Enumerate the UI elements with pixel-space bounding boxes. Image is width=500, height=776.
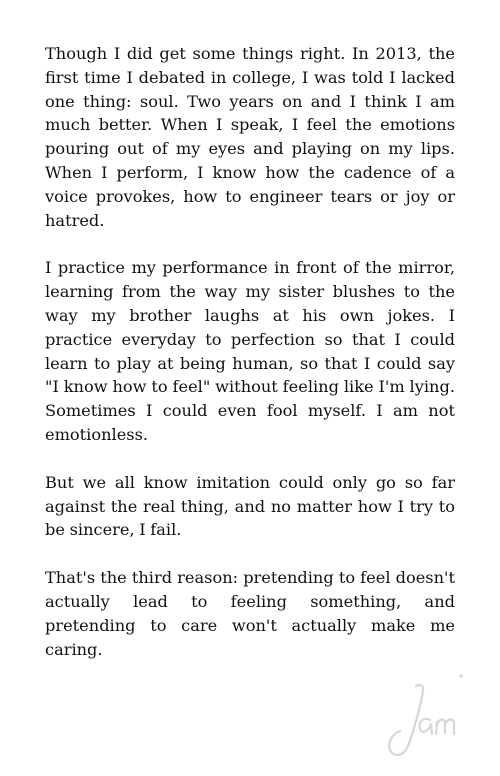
paragraph-2: I practice my performance in front of the mirror, learning from the way my sister blushes to the way my brother laughs at his own jokes. I practice everyday to perfection so that I could learn to play at being human, so that I could say "I know how to feel" without feeling like I'm lying. Sometimes I could even fool myself. I am not emotionless. <box>45 258 455 444</box>
body-text <box>45 42 455 685</box>
handwritten-signature <box>368 658 478 768</box>
paragraph-4: That's the third reason: pretending to feel doesn't actually lead to feeling something, and pretending to care won't actually make me caring. <box>45 568 455 659</box>
paragraph-1: Though I did get some things right. In 2013, the first time I debated in college, I was told I lacked one thing: soul. Two years on and I think I am much better. When I speak, I feel the emotions pouring out of my eyes and playing on my lips. When I perform, I know how the cadence of a voice provokes, how to engineer tears or joy or hatred. <box>45 44 455 230</box>
paragraph-3: But we all know imitation could only go so far against the real thing, and no matter how I try to be sincere, I fail. <box>45 472 455 540</box>
